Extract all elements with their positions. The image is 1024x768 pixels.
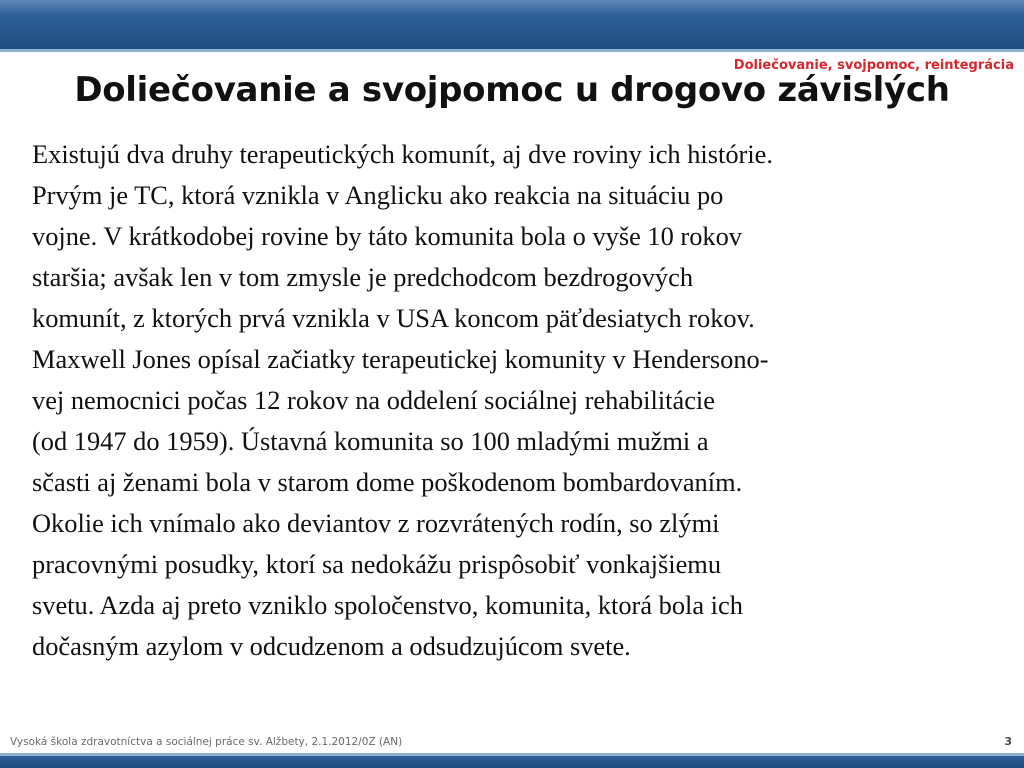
body-line: staršia; avšak len v tom zmysle je predchodcom bezdrogových <box>32 262 694 292</box>
body-line: vojne. V krátkodobej rovine by táto komunita bola o vyše 10 rokov <box>32 221 742 251</box>
body-paragraph <box>32 134 1007 667</box>
body-line: vej nemocnici počas 12 rokov na oddelení sociálnej rehabilitácie <box>32 385 715 415</box>
header-band-edge <box>0 49 1024 52</box>
page-number: 3 <box>1004 735 1012 748</box>
body-line: svetu. Azda aj preto vzniklo spoločenstvo, komunita, ktorá bola ich <box>32 590 743 620</box>
body-line: Prvým je TC, ktorá vznikla v Anglicku ako reakcia na situáciu po <box>32 180 724 210</box>
body-line: komunít, z ktorých prvá vznikla v USA koncom päťdesiatych rokov. <box>32 303 755 333</box>
body-line: pracovnými posudky, ktorí sa nedokážu prispôsobiť vonkajšiemu <box>32 549 722 579</box>
slide-title: Doliečovanie a svojpomoc u drogovo závislých <box>74 70 950 110</box>
body-line: Maxwell Jones opísal začiatky terapeutickej komunity v Hendersono- <box>32 344 769 374</box>
footer-institution: Vysoká škola zdravotníctva a sociálnej práce sv. Alžbety, 2.1.2012/0Z (AN) <box>10 736 403 748</box>
body-line: dočasným azylom v odcudzenom a odsudzujúcom svete. <box>32 631 631 661</box>
footer-band <box>0 753 1024 768</box>
header-band-highlight <box>0 0 1024 14</box>
header-band <box>0 0 1024 52</box>
body-line: Existujú dva druhy terapeutických komunít, aj dve roviny ich histórie. <box>32 139 773 169</box>
body-line: (od 1947 do 1959). Ústavná komunita so 100 mladými mužmi a <box>32 426 709 456</box>
body-line: sčasti aj ženami bola v starom dome poškodenom bombardovaním. <box>32 467 743 497</box>
body-line: Okolie ich vnímalo ako deviantov z rozvrátených rodín, so zlými <box>32 508 720 538</box>
slide-subtitle: Doliečovanie, svojpomoc, reintegrácia <box>733 58 1014 73</box>
